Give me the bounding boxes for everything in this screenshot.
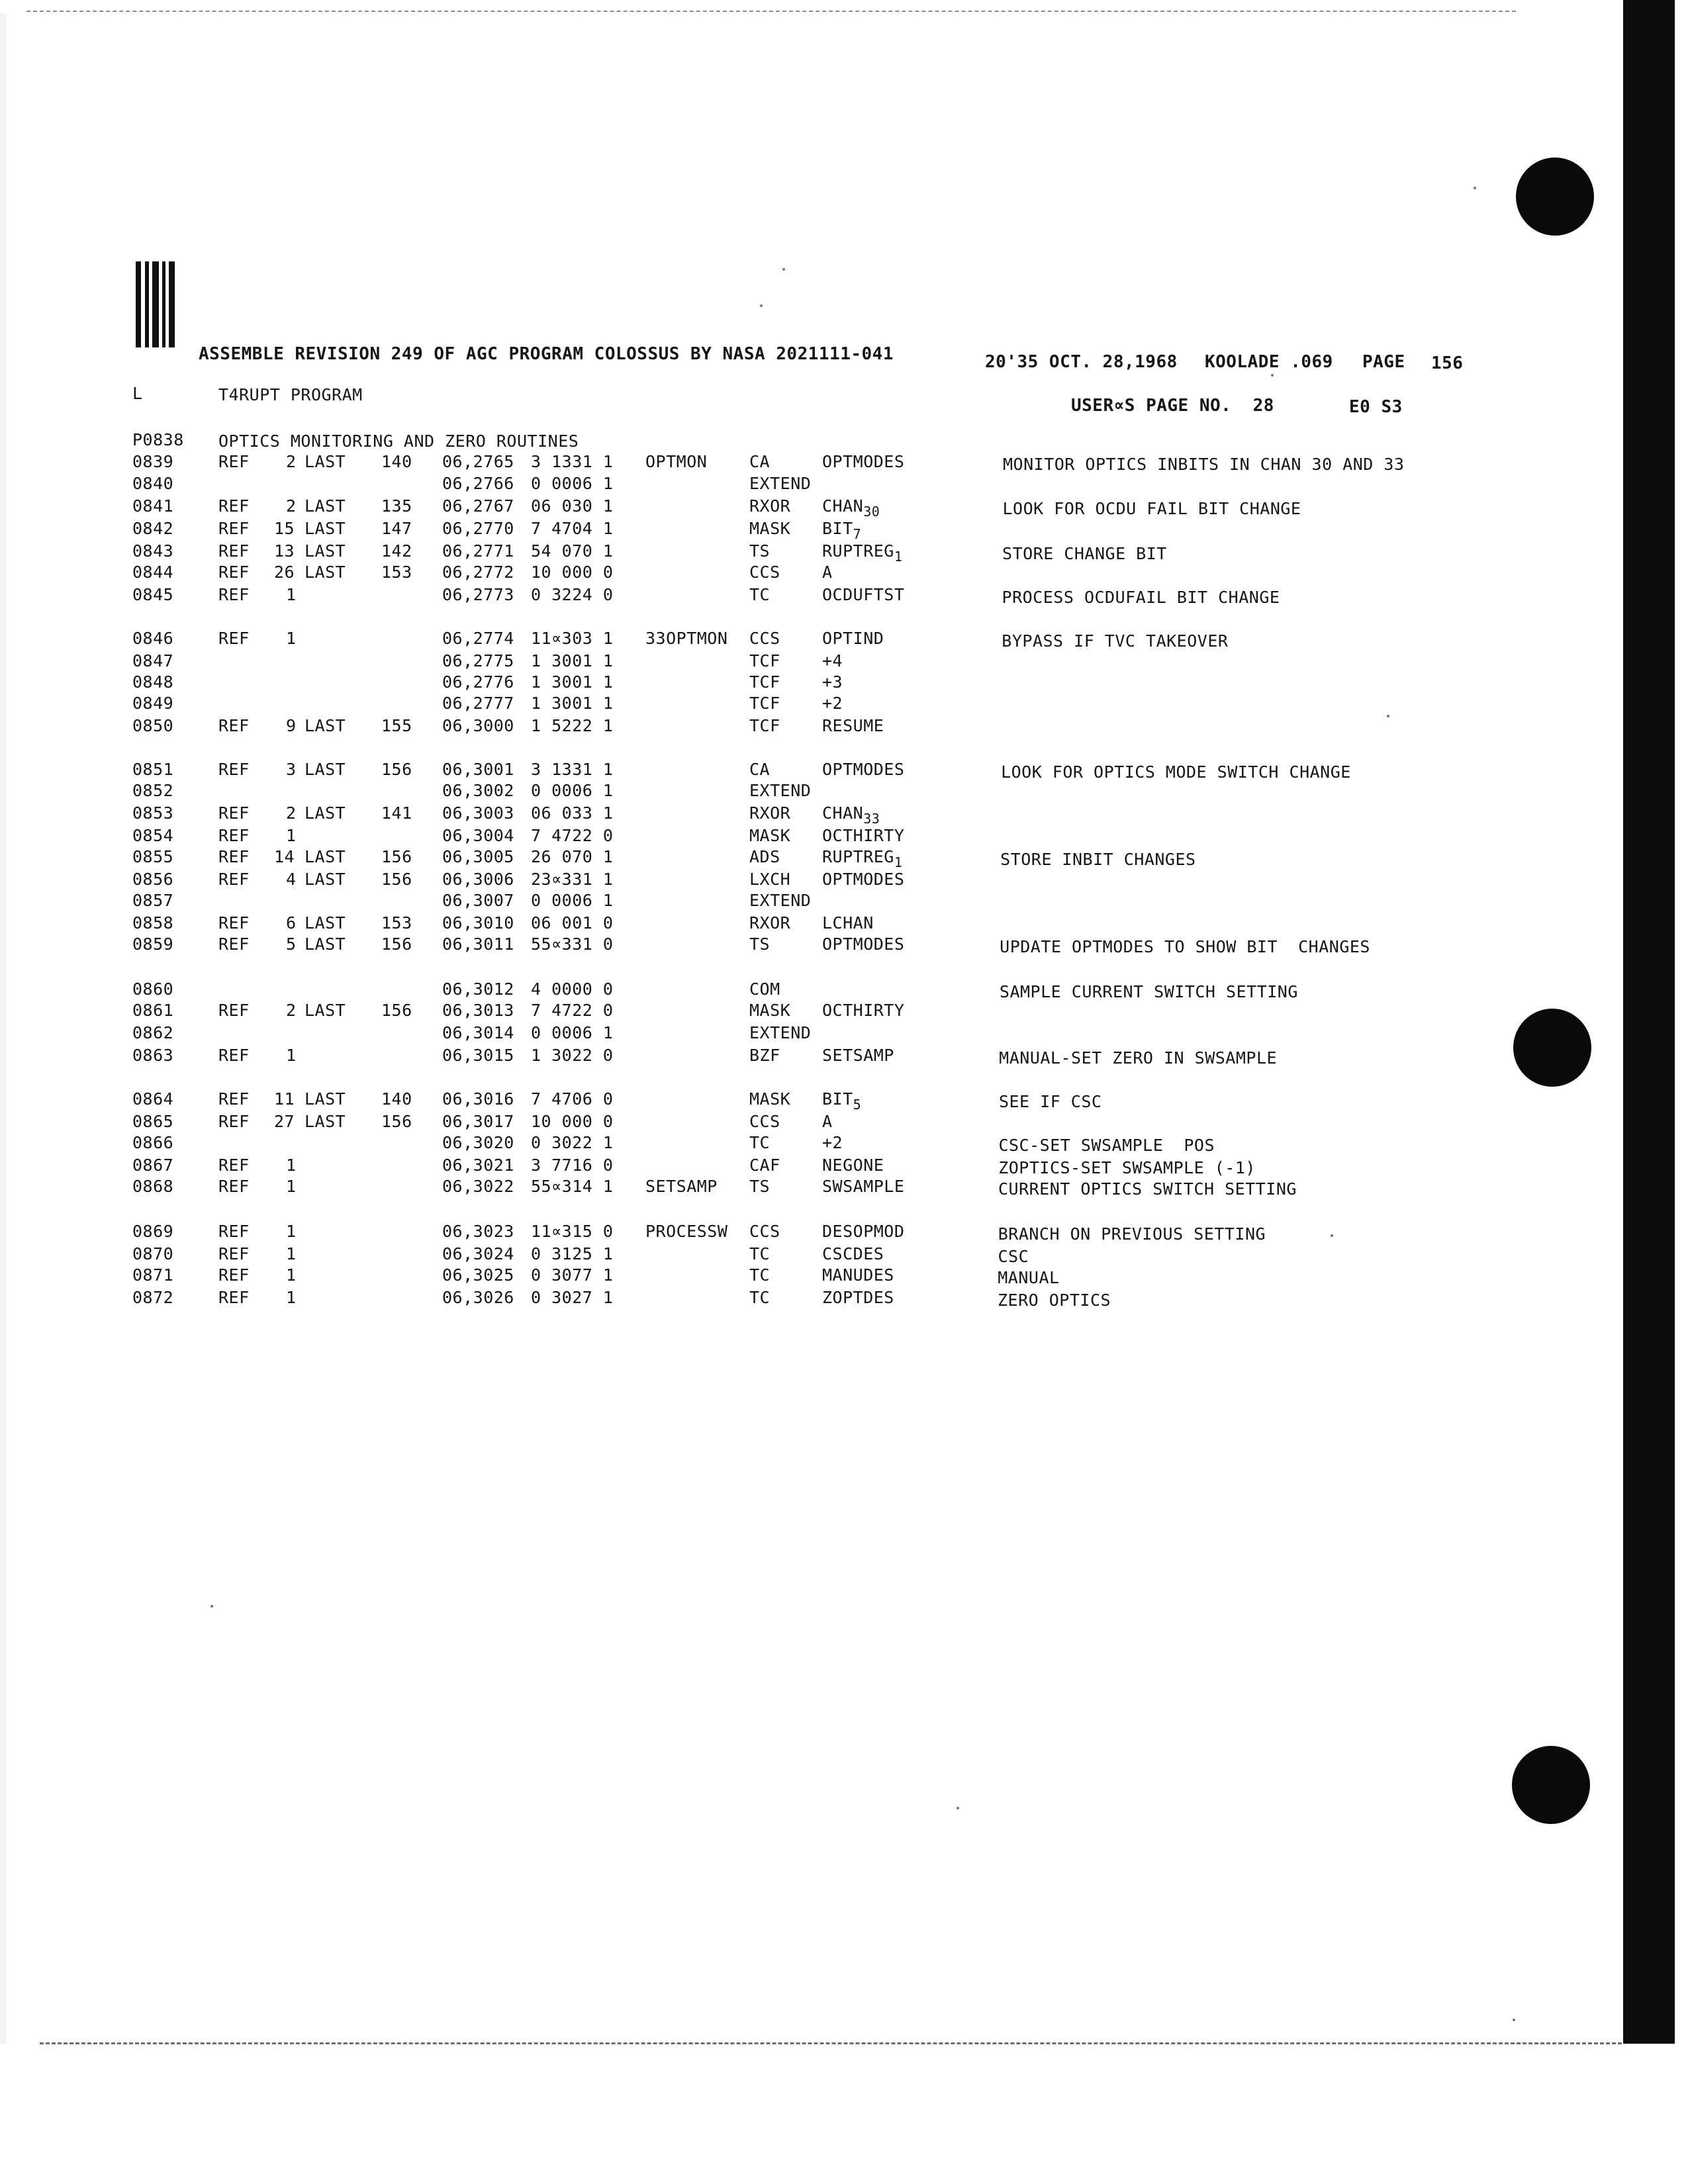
cell-comment: CSC-SET SWSAMPLE POS bbox=[998, 1136, 1215, 1155]
cell-last: LAST bbox=[305, 1001, 346, 1020]
cell-op: TC bbox=[749, 585, 771, 604]
cell-lastno: 140 bbox=[381, 452, 412, 471]
cell-line: 0869 bbox=[132, 1222, 174, 1241]
cell-addr: 06,3007 bbox=[442, 891, 514, 910]
cell-addr: 06,3021 bbox=[442, 1156, 514, 1175]
cell-comment: PROCESS OCDUFAIL BIT CHANGE bbox=[1002, 588, 1280, 607]
cell-word: 23∝331 1 bbox=[531, 870, 614, 889]
cell-line: 0863 bbox=[132, 1046, 174, 1065]
cell-n: 1 bbox=[286, 826, 297, 845]
cell-word: 11∝303 1 bbox=[531, 629, 614, 648]
cell-line: 0850 bbox=[132, 716, 174, 735]
cell-op: TS bbox=[749, 934, 771, 954]
cell-line: 0853 bbox=[132, 803, 174, 823]
cell-n: 1 bbox=[286, 1222, 297, 1241]
cell-op: TCF bbox=[749, 716, 780, 735]
cell-op: EXTEND bbox=[749, 781, 812, 800]
cell-word: 7 4722 0 bbox=[531, 826, 614, 845]
cell-operand: $BIT_7$ bbox=[822, 519, 862, 542]
cell-lastno: 156 bbox=[381, 934, 412, 954]
cell-word: 0 3022 1 bbox=[531, 1133, 614, 1152]
cell-line: 0840 bbox=[132, 474, 174, 493]
cell-line: 0845 bbox=[132, 585, 174, 604]
cell-addr: 06,3004 bbox=[442, 826, 514, 845]
cell-word: 0 3027 1 bbox=[531, 1288, 614, 1307]
cell-ref: REF bbox=[218, 934, 250, 954]
cell-op: EXTEND bbox=[749, 891, 812, 910]
cell-addr: 06,3016 bbox=[442, 1089, 514, 1109]
cell-addr: 06,3014 bbox=[442, 1023, 514, 1042]
cell-op: CCS bbox=[749, 1112, 780, 1131]
cell-word: 3 1331 1 bbox=[531, 452, 614, 471]
cell-comment: CSC bbox=[998, 1247, 1029, 1266]
cell-addr: 06,2770 bbox=[442, 519, 514, 538]
cell-op: RXOR bbox=[749, 913, 791, 933]
punch-hole-bottom bbox=[1512, 1746, 1590, 1824]
cell-addr: 06,3024 bbox=[442, 1244, 514, 1263]
cell-op: COM bbox=[749, 979, 780, 999]
cell-last: LAST bbox=[305, 452, 346, 471]
cell-word: 1 3001 1 bbox=[531, 672, 614, 692]
cell-lastno: 140 bbox=[381, 1089, 412, 1109]
operand-subscript: 7 bbox=[853, 526, 862, 542]
cell-n: 6 bbox=[286, 913, 297, 933]
cell-n: 9 bbox=[286, 716, 297, 735]
cell-n: 2 bbox=[286, 496, 297, 516]
cell-lastno: 155 bbox=[381, 716, 412, 735]
cell-n: 1 bbox=[286, 629, 297, 648]
cell-addr: 06,3011 bbox=[442, 934, 514, 954]
cell-op: RXOR bbox=[749, 496, 791, 516]
cell-label: OPTMON bbox=[645, 452, 708, 471]
cell-ref: REF bbox=[218, 826, 250, 845]
cell-op: TS bbox=[749, 541, 771, 561]
cell-n: 1 bbox=[286, 1177, 297, 1196]
cell-operand: NEGONE bbox=[822, 1156, 884, 1175]
cell-operand: OCTHIRTY bbox=[822, 1001, 905, 1020]
cell-line: 0859 bbox=[132, 934, 174, 954]
cell-ref: REF bbox=[218, 563, 250, 582]
cell-n: 1 bbox=[286, 1046, 297, 1065]
cell-ref: REF bbox=[218, 760, 250, 779]
cell-ref: REF bbox=[218, 1089, 250, 1109]
cell-comment: CURRENT OPTICS SWITCH SETTING bbox=[998, 1179, 1297, 1199]
cell-comment: ZERO OPTICS bbox=[998, 1291, 1111, 1310]
cell-word: 10 000 0 bbox=[531, 563, 614, 582]
cell-addr: 06,2776 bbox=[442, 672, 514, 692]
cell-lastno: 156 bbox=[381, 760, 412, 779]
cell-word: 3 7716 0 bbox=[531, 1156, 614, 1175]
cell-op: EXTEND bbox=[749, 474, 812, 493]
cell-line: 0872 bbox=[132, 1288, 174, 1307]
cell-last: LAST bbox=[305, 1112, 346, 1131]
cell-line: 0844 bbox=[132, 563, 174, 582]
cell-comment: STORE INBIT CHANGES bbox=[1000, 850, 1196, 869]
cell-op: TS bbox=[749, 1177, 771, 1196]
scan-edge-right bbox=[1623, 0, 1675, 2044]
operand-subscript: 5 bbox=[853, 1097, 862, 1113]
cell-ref: REF bbox=[218, 716, 250, 735]
cell-line: 0839 bbox=[132, 452, 174, 471]
cell-operand: DESOPMOD bbox=[822, 1222, 905, 1241]
cell-addr: 06,3005 bbox=[442, 847, 514, 866]
cell-op: TCF bbox=[749, 651, 780, 670]
cell-line: 0860 bbox=[132, 979, 174, 999]
cell-word: 0 0006 1 bbox=[531, 474, 614, 493]
cell-n: 14 bbox=[274, 847, 295, 866]
cell-last: LAST bbox=[305, 716, 346, 735]
cell-last: LAST bbox=[305, 563, 346, 582]
page-label: PAGE bbox=[1362, 352, 1405, 372]
section-letter: L bbox=[132, 384, 143, 403]
cell-operand: ZOPTDES bbox=[822, 1288, 894, 1307]
cell-comment: BYPASS IF TVC TAKEOVER bbox=[1002, 631, 1229, 651]
cell-addr: 06,2765 bbox=[442, 452, 514, 471]
routine-id: P0838 bbox=[132, 430, 184, 449]
cell-word: 0 0006 1 bbox=[531, 891, 614, 910]
cell-ref: REF bbox=[218, 847, 250, 866]
cell-n: 1 bbox=[286, 585, 297, 604]
cell-op: TC bbox=[749, 1133, 771, 1152]
cell-addr: 06,2767 bbox=[442, 496, 514, 516]
cell-addr: 06,3020 bbox=[442, 1133, 514, 1152]
section-title: T4RUPT PROGRAM bbox=[218, 385, 363, 404]
cell-word: 0 3224 0 bbox=[531, 585, 614, 604]
cell-word: 06 001 0 bbox=[531, 913, 614, 933]
cell-n: 5 bbox=[286, 934, 297, 954]
user-page-number: USER∝S PAGE NO. 28 bbox=[1071, 396, 1274, 416]
cell-operand: $RUPTREG_1$ bbox=[822, 847, 903, 870]
cell-word: 4 0000 0 bbox=[531, 979, 614, 999]
cell-lastno: 156 bbox=[381, 1112, 412, 1131]
cell-line: 0864 bbox=[132, 1089, 174, 1109]
cell-operand: CSCDES bbox=[822, 1244, 884, 1263]
cell-n: 3 bbox=[286, 760, 297, 779]
cell-n: 4 bbox=[286, 870, 297, 889]
cell-word: 7 4722 0 bbox=[531, 1001, 614, 1020]
cell-lastno: 153 bbox=[381, 913, 412, 933]
cell-operand: RESUME bbox=[822, 716, 884, 735]
cell-word: 7 4706 0 bbox=[531, 1089, 614, 1109]
cell-comment: ZOPTICS-SET SWSAMPLE (-1) bbox=[998, 1158, 1256, 1177]
cell-op: LXCH bbox=[749, 870, 791, 889]
cell-word: 1 5222 1 bbox=[531, 716, 614, 735]
cell-line: 0843 bbox=[132, 541, 174, 561]
cell-last: LAST bbox=[305, 1089, 346, 1109]
cell-lastno: 156 bbox=[381, 1001, 412, 1020]
assembly-timestamp: 20'35 OCT. 28,1968 bbox=[985, 352, 1178, 372]
cell-operand: +3 bbox=[822, 672, 843, 692]
cell-comment: BRANCH ON PREVIOUS SETTING bbox=[998, 1224, 1266, 1244]
cell-addr: 06,3012 bbox=[442, 979, 514, 999]
cell-op: BZF bbox=[749, 1046, 780, 1065]
cell-op: CAF bbox=[749, 1156, 780, 1175]
cell-n: 2 bbox=[286, 1001, 297, 1020]
cell-addr: 06,3017 bbox=[442, 1112, 514, 1131]
cell-addr: 06,3015 bbox=[442, 1046, 514, 1065]
scan-edge-bottom bbox=[40, 2042, 1622, 2044]
cell-op: TCF bbox=[749, 672, 780, 692]
cell-n: 15 bbox=[274, 519, 295, 538]
cell-operand: OCTHIRTY bbox=[822, 826, 905, 845]
cell-n: 11 bbox=[274, 1089, 295, 1109]
cell-op: TC bbox=[749, 1244, 771, 1263]
cell-addr: 06,2772 bbox=[442, 563, 514, 582]
cell-op: MASK bbox=[749, 1001, 791, 1020]
cell-operand: OPTMODES bbox=[822, 870, 905, 889]
cell-operand: OPTMODES bbox=[822, 452, 905, 471]
cell-op: CA bbox=[749, 760, 771, 779]
cell-addr: 06,3003 bbox=[442, 803, 514, 823]
listing-code: E0 S3 bbox=[1349, 397, 1403, 417]
cell-line: 0862 bbox=[132, 1023, 174, 1042]
cell-comment: LOOK FOR OCDU FAIL BIT CHANGE bbox=[1002, 499, 1301, 518]
cell-ref: REF bbox=[218, 1265, 250, 1285]
cell-line: 0858 bbox=[132, 913, 174, 933]
cell-line: 0867 bbox=[132, 1156, 174, 1175]
cell-label: PROCESSW bbox=[645, 1222, 728, 1241]
cell-word: 54 070 1 bbox=[531, 541, 614, 561]
cell-addr: 06,2773 bbox=[442, 585, 514, 604]
cell-ref: REF bbox=[218, 1222, 250, 1241]
cell-ref: REF bbox=[218, 1156, 250, 1175]
routine-title: OPTICS MONITORING AND ZERO ROUTINES bbox=[218, 432, 579, 451]
cell-operand: $BIT_5$ bbox=[822, 1089, 862, 1113]
cell-addr: 06,3013 bbox=[442, 1001, 514, 1020]
cell-operand: +2 bbox=[822, 1133, 843, 1152]
cell-line: 0852 bbox=[132, 781, 174, 800]
cell-word: 26 070 1 bbox=[531, 847, 614, 866]
cell-op: TCF bbox=[749, 694, 780, 713]
cell-line: 0871 bbox=[132, 1265, 174, 1285]
cell-addr: 06,2766 bbox=[442, 474, 514, 493]
cell-op: CCS bbox=[749, 629, 780, 648]
cell-addr: 06,3023 bbox=[442, 1222, 514, 1241]
cell-n: 1 bbox=[286, 1156, 297, 1175]
cell-op: CCS bbox=[749, 563, 780, 582]
operand-subscript: 1 bbox=[894, 854, 903, 870]
cell-operand: OPTIND bbox=[822, 629, 884, 648]
cell-lastno: 156 bbox=[381, 870, 412, 889]
cell-word: 55∝314 1 bbox=[531, 1177, 614, 1196]
cell-line: 0868 bbox=[132, 1177, 174, 1196]
cell-line: 0851 bbox=[132, 760, 174, 779]
cell-n: 1 bbox=[286, 1244, 297, 1263]
cell-operand: OPTMODES bbox=[822, 934, 905, 954]
cell-line: 0861 bbox=[132, 1001, 174, 1020]
cell-line: 0856 bbox=[132, 870, 174, 889]
cell-comment: MONITOR OPTICS INBITS IN CHAN 30 AND 33 bbox=[1003, 455, 1405, 474]
cell-addr: 06,3000 bbox=[442, 716, 514, 735]
cell-operand: OPTMODES bbox=[822, 760, 905, 779]
cell-lastno: 141 bbox=[381, 803, 412, 823]
cell-comment: STORE CHANGE BIT bbox=[1002, 544, 1167, 563]
cell-addr: 06,2771 bbox=[442, 541, 514, 561]
cell-word: 0 3077 1 bbox=[531, 1265, 614, 1285]
cell-addr: 06,3001 bbox=[442, 760, 514, 779]
cell-comment: MANUAL bbox=[998, 1268, 1060, 1287]
cell-op: MASK bbox=[749, 1089, 791, 1109]
cell-line: 0870 bbox=[132, 1244, 174, 1263]
cell-last: LAST bbox=[305, 519, 346, 538]
scan-edge-top bbox=[26, 11, 1516, 12]
cell-ref: REF bbox=[218, 496, 250, 516]
cell-ref: REF bbox=[218, 870, 250, 889]
cell-operand: $CHAN_{30}$ bbox=[822, 496, 880, 520]
cell-addr: 06,3002 bbox=[442, 781, 514, 800]
operand-subscript: 1 bbox=[894, 549, 903, 565]
cell-addr: 06,3026 bbox=[442, 1288, 514, 1307]
cell-addr: 06,3010 bbox=[442, 913, 514, 933]
cell-word: 3 1331 1 bbox=[531, 760, 614, 779]
cell-operand: +2 bbox=[822, 694, 843, 713]
cell-ref: REF bbox=[218, 803, 250, 823]
cell-op: TC bbox=[749, 1265, 771, 1285]
cell-n: 26 bbox=[274, 563, 295, 582]
cell-line: 0846 bbox=[132, 629, 174, 648]
cell-lastno: 153 bbox=[381, 563, 412, 582]
cell-label: SETSAMP bbox=[645, 1177, 718, 1196]
cell-op: TC bbox=[749, 1288, 771, 1307]
cell-operand: $RUPTREG_1$ bbox=[822, 541, 903, 565]
cell-last: LAST bbox=[305, 803, 346, 823]
cell-line: 0855 bbox=[132, 847, 174, 866]
operand-subscript: 30 bbox=[863, 504, 880, 520]
cell-word: 1 3001 1 bbox=[531, 651, 614, 670]
cell-last: LAST bbox=[305, 541, 346, 561]
cell-n: 1 bbox=[286, 1288, 297, 1307]
cell-last: LAST bbox=[305, 870, 346, 889]
cell-last: LAST bbox=[305, 913, 346, 933]
cell-line: 0848 bbox=[132, 672, 174, 692]
cell-ref: REF bbox=[218, 519, 250, 538]
cell-lastno: 147 bbox=[381, 519, 412, 538]
cell-operand: A bbox=[822, 1112, 833, 1131]
barcode-mark bbox=[136, 261, 177, 347]
cell-n: 2 bbox=[286, 803, 297, 823]
cell-comment: SEE IF CSC bbox=[998, 1092, 1102, 1111]
cell-operand: +4 bbox=[822, 651, 843, 670]
cell-word: 1 3022 0 bbox=[531, 1046, 614, 1065]
cell-ref: REF bbox=[218, 913, 250, 933]
cell-comment: MANUAL-SET ZERO IN SWSAMPLE bbox=[999, 1048, 1278, 1068]
cell-line: 0841 bbox=[132, 496, 174, 516]
cell-word: 0 3125 1 bbox=[531, 1244, 614, 1263]
cell-lastno: 142 bbox=[381, 541, 412, 561]
cell-n: 1 bbox=[286, 1265, 297, 1285]
cell-op: RXOR bbox=[749, 803, 791, 823]
cell-lastno: 156 bbox=[381, 847, 412, 866]
cell-operand: A bbox=[822, 563, 833, 582]
cell-last: LAST bbox=[305, 496, 346, 516]
cell-last: LAST bbox=[305, 934, 346, 954]
operand-subscript: 33 bbox=[863, 811, 880, 827]
cell-word: 55∝331 0 bbox=[531, 934, 614, 954]
cell-addr: 06,3006 bbox=[442, 870, 514, 889]
punch-hole-middle bbox=[1513, 1009, 1591, 1087]
cell-n: 2 bbox=[286, 452, 297, 471]
cell-word: 0 0006 1 bbox=[531, 781, 614, 800]
assembler-version: KOOLADE .069 bbox=[1205, 352, 1333, 372]
cell-operand: MANUDES bbox=[822, 1265, 894, 1285]
cell-op: EXTEND bbox=[749, 1023, 812, 1042]
cell-n: 13 bbox=[274, 541, 295, 561]
cell-word: 1 3001 1 bbox=[531, 694, 614, 713]
scan-edge-left bbox=[0, 13, 7, 2044]
cell-addr: 06,2774 bbox=[442, 629, 514, 648]
page-number: 156 bbox=[1431, 353, 1464, 373]
cell-addr: 06,3022 bbox=[442, 1177, 514, 1196]
cell-ref: REF bbox=[218, 1244, 250, 1263]
cell-last: LAST bbox=[305, 847, 346, 866]
assembly-header: ASSEMBLE REVISION 249 OF AGC PROGRAM COLOSSUS BY NASA 2021111-041 bbox=[199, 344, 894, 364]
cell-ref: REF bbox=[218, 452, 250, 471]
cell-op: ADS bbox=[749, 847, 780, 866]
cell-line: 0857 bbox=[132, 891, 174, 910]
cell-word: 10 000 0 bbox=[531, 1112, 614, 1131]
cell-line: 0849 bbox=[132, 694, 174, 713]
cell-line: 0854 bbox=[132, 826, 174, 845]
cell-word: 7 4704 1 bbox=[531, 519, 614, 538]
cell-ref: REF bbox=[218, 629, 250, 648]
cell-word: 06 030 1 bbox=[531, 496, 614, 516]
cell-ref: REF bbox=[218, 1112, 250, 1131]
cell-operand: OCDUFTST bbox=[822, 585, 905, 604]
cell-ref: REF bbox=[218, 1001, 250, 1020]
punch-hole-top bbox=[1516, 158, 1594, 236]
cell-line: 0847 bbox=[132, 651, 174, 670]
cell-ref: REF bbox=[218, 1288, 250, 1307]
cell-ref: REF bbox=[218, 1177, 250, 1196]
cell-lastno: 135 bbox=[381, 496, 412, 516]
cell-operand: LCHAN bbox=[822, 913, 874, 933]
cell-last: LAST bbox=[305, 760, 346, 779]
cell-ref: REF bbox=[218, 541, 250, 561]
cell-n: 27 bbox=[274, 1112, 295, 1131]
cell-ref: REF bbox=[218, 1046, 250, 1065]
cell-addr: 06,2775 bbox=[442, 651, 514, 670]
cell-comment: LOOK FOR OPTICS MODE SWITCH CHANGE bbox=[1001, 762, 1351, 782]
cell-addr: 06,3025 bbox=[442, 1265, 514, 1285]
cell-comment: SAMPLE CURRENT SWITCH SETTING bbox=[999, 982, 1298, 1001]
cell-word: 06 033 1 bbox=[531, 803, 614, 823]
cell-comment: UPDATE OPTMODES TO SHOW BIT CHANGES bbox=[1000, 937, 1370, 956]
cell-op: MASK bbox=[749, 519, 791, 538]
cell-label: 33OPTMON bbox=[645, 629, 728, 648]
cell-word: 11∝315 0 bbox=[531, 1222, 614, 1241]
cell-word: 0 0006 1 bbox=[531, 1023, 614, 1042]
cell-op: MASK bbox=[749, 826, 791, 845]
cell-addr: 06,2777 bbox=[442, 694, 514, 713]
cell-operand: SWSAMPLE bbox=[822, 1177, 905, 1196]
cell-operand: $CHAN_{33}$ bbox=[822, 803, 880, 827]
cell-line: 0865 bbox=[132, 1112, 174, 1131]
cell-line: 0866 bbox=[132, 1133, 174, 1152]
cell-op: CA bbox=[749, 452, 771, 471]
cell-ref: REF bbox=[218, 585, 250, 604]
cell-line: 0842 bbox=[132, 519, 174, 538]
cell-op: CCS bbox=[749, 1222, 780, 1241]
cell-operand: SETSAMP bbox=[822, 1046, 894, 1065]
